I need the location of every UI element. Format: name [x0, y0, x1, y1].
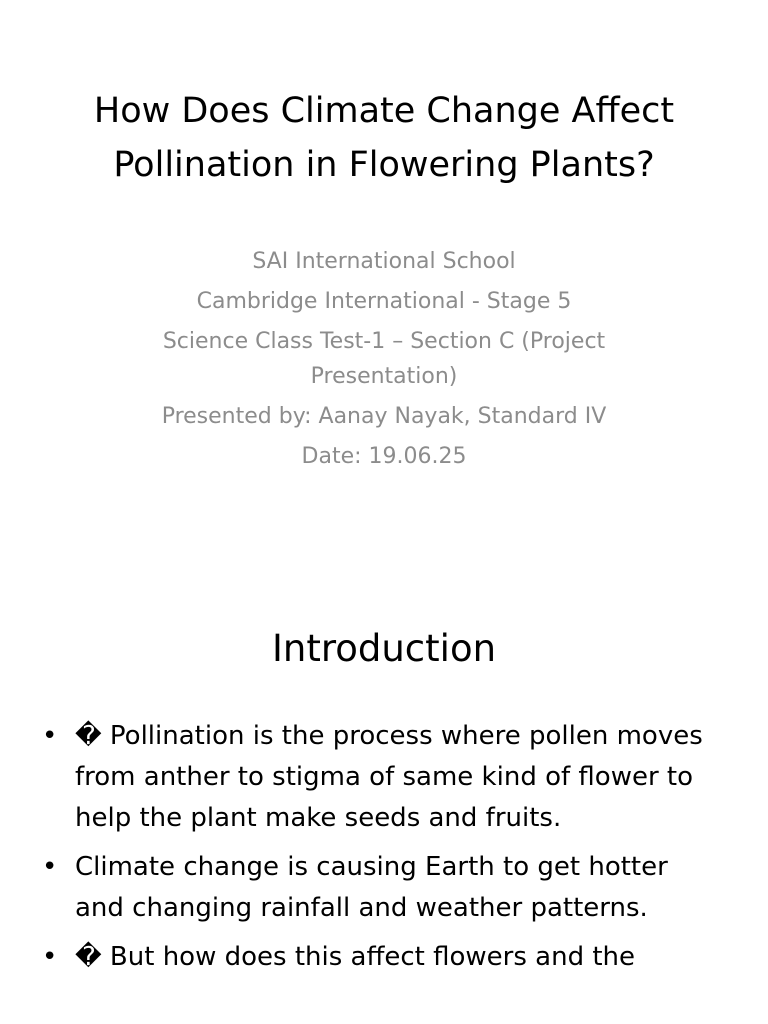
test-section: Science Class Test-1 – Section C (Project Presentation): [162, 329, 606, 389]
bullet-list: [38, 716, 718, 986]
presentation-date: Date: 19.06.25: [301, 444, 467, 469]
presenter: Presented by: Aanay Nayak, Standard IV: [161, 404, 607, 429]
introduction-heading: Introduction: [271, 627, 497, 670]
list-item: [38, 716, 718, 839]
list-item: [38, 937, 718, 978]
bullet-text: � But how does this affect flowers and the: [75, 942, 636, 972]
curriculum-stage: Cambridge International - Stage 5: [196, 289, 572, 314]
bullet-icon: •: [42, 942, 58, 972]
school-name: SAI International School: [252, 249, 516, 274]
subtitle-block: [130, 244, 638, 479]
bullet-icon: •: [42, 721, 58, 751]
presentation-title: How Does Climate Change Affect Pollination in Flowering Plants?: [93, 91, 675, 185]
bullet-icon: •: [42, 852, 58, 882]
bullet-text: � Pollination is the process where pollen moves from anther to stigma of same kind of flower to help the plant make seeds and fruits.: [75, 721, 703, 833]
introduction-slide: [0, 576, 768, 1024]
list-item: [38, 847, 718, 929]
bullet-text: Climate change is causing Earth to get hotter and changing rainfall and weather patterns.: [75, 852, 668, 923]
